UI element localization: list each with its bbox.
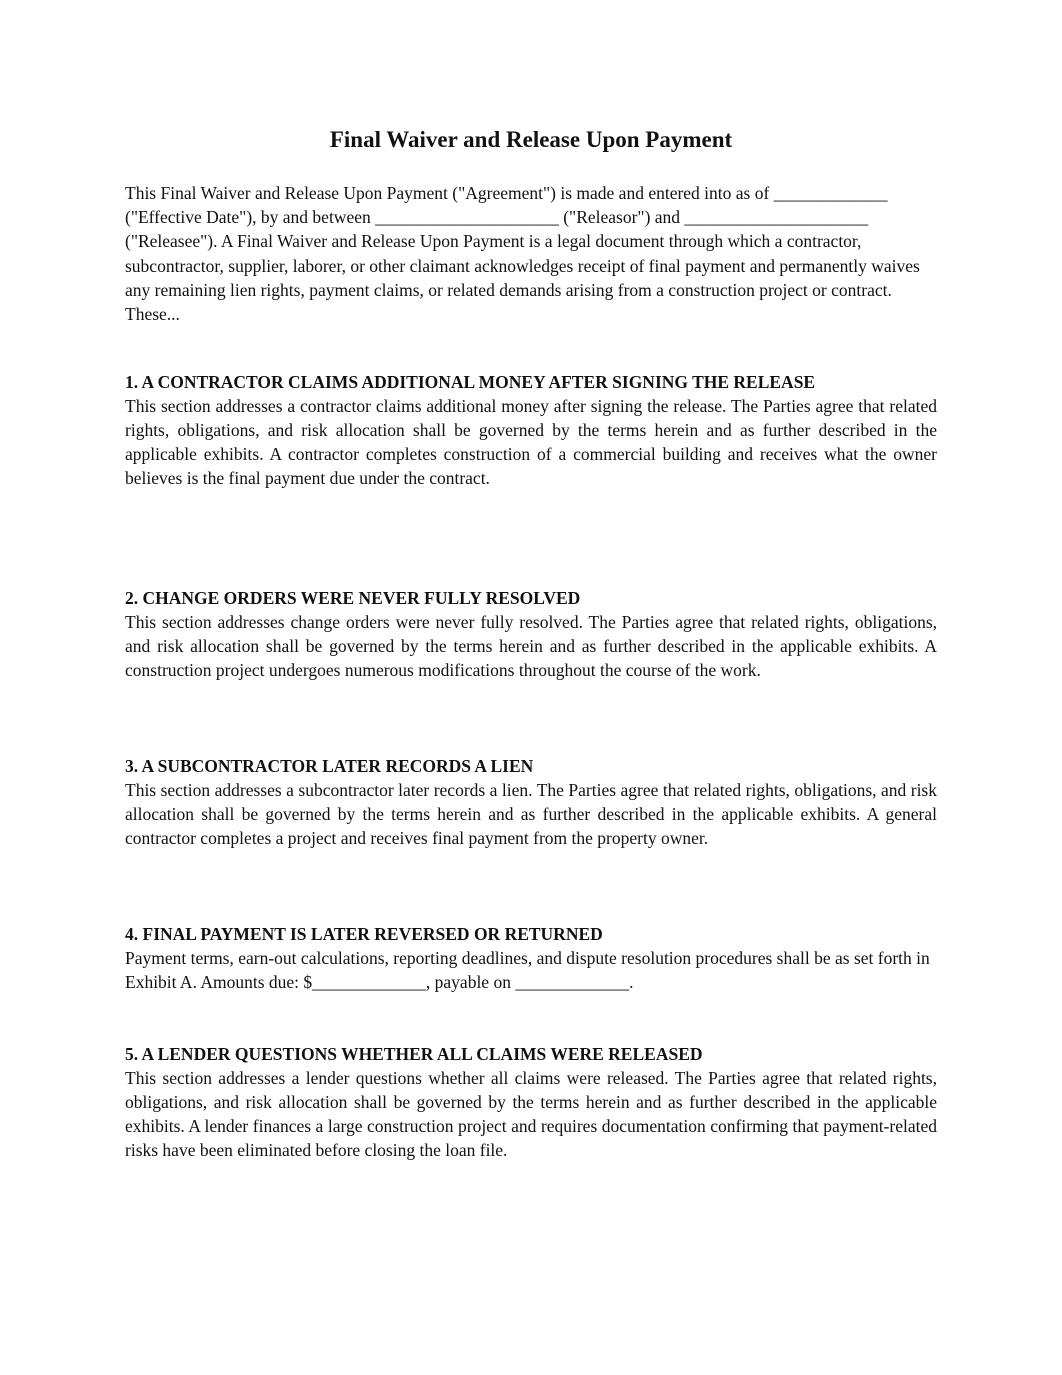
section-heading: 5. A LENDER QUESTIONS WHETHER ALL CLAIMS WERE RELEASED: [125, 1044, 703, 1064]
section-1: [125, 370, 937, 490]
section-heading: 2. CHANGE ORDERS WERE NEVER FULLY RESOLVED: [125, 588, 581, 608]
section-4: [125, 922, 937, 994]
intro-paragraph: This Final Waiver and Release Upon Payment ("Agreement") is made and entered into as of _____________ ("Effective Date"), by and between _____________________ ("Releasor") and _____________________ ("Releasee"). A Final Waiver and Release Upon Payment is a legal document through which a contractor, subcontractor, supplier, laborer, or other claimant acknowledges receipt of final payment and permanently waives any remaining lien rights, payment claims, or related demands arising from a construction project or contract. These...: [125, 183, 920, 325]
section-body: This section addresses a lender questions whether all claims were released. The Parties agree that related rights, obligations, and risk allocation shall be governed by the terms herein and as further described in the applicable exhibits. A lender finances a large construction project and requires documentation confirming that payment-related risks have been eliminated before closing the loan file.: [125, 1068, 937, 1160]
section-3: [125, 754, 937, 850]
section-body: This section addresses a subcontractor later records a lien. The Parties agree that related rights, obligations, and risk allocation shall be governed by the terms herein and as further described in the applicable exhibits. A general contractor completes a project and receives final payment from the property owner.: [125, 780, 937, 848]
section-body: This section addresses change orders were never fully resolved. The Parties agree that related rights, obligations, and risk allocation shall be governed by the terms herein and as further described in the applicable exhibits. A construction project undergoes numerous modifications throughout the course of the work.: [125, 612, 937, 680]
section-body: Payment terms, earn-out calculations, reporting deadlines, and dispute resolution procedures shall be as set forth in Exhibit A. Amounts due: $_____________, payable on _____________.: [125, 948, 930, 992]
section-heading: 1. A CONTRACTOR CLAIMS ADDITIONAL MONEY AFTER SIGNING THE RELEASE: [125, 372, 816, 392]
section-heading: 3. A SUBCONTRACTOR LATER RECORDS A LIEN: [125, 756, 534, 776]
section-2: [125, 586, 937, 682]
section-body: This section addresses a contractor claims additional money after signing the release. The Parties agree that related rights, obligations, and risk allocation shall be governed by the terms herein and as further described in the applicable exhibits. A contractor completes construction of a commercial building and receives what the owner believes is the final payment due under the contract.: [125, 396, 937, 488]
section-heading: 4. FINAL PAYMENT IS LATER REVERSED OR RETURNED: [125, 924, 603, 944]
section-5: [125, 1042, 937, 1162]
document-title: Final Waiver and Release Upon Payment: [329, 127, 733, 152]
